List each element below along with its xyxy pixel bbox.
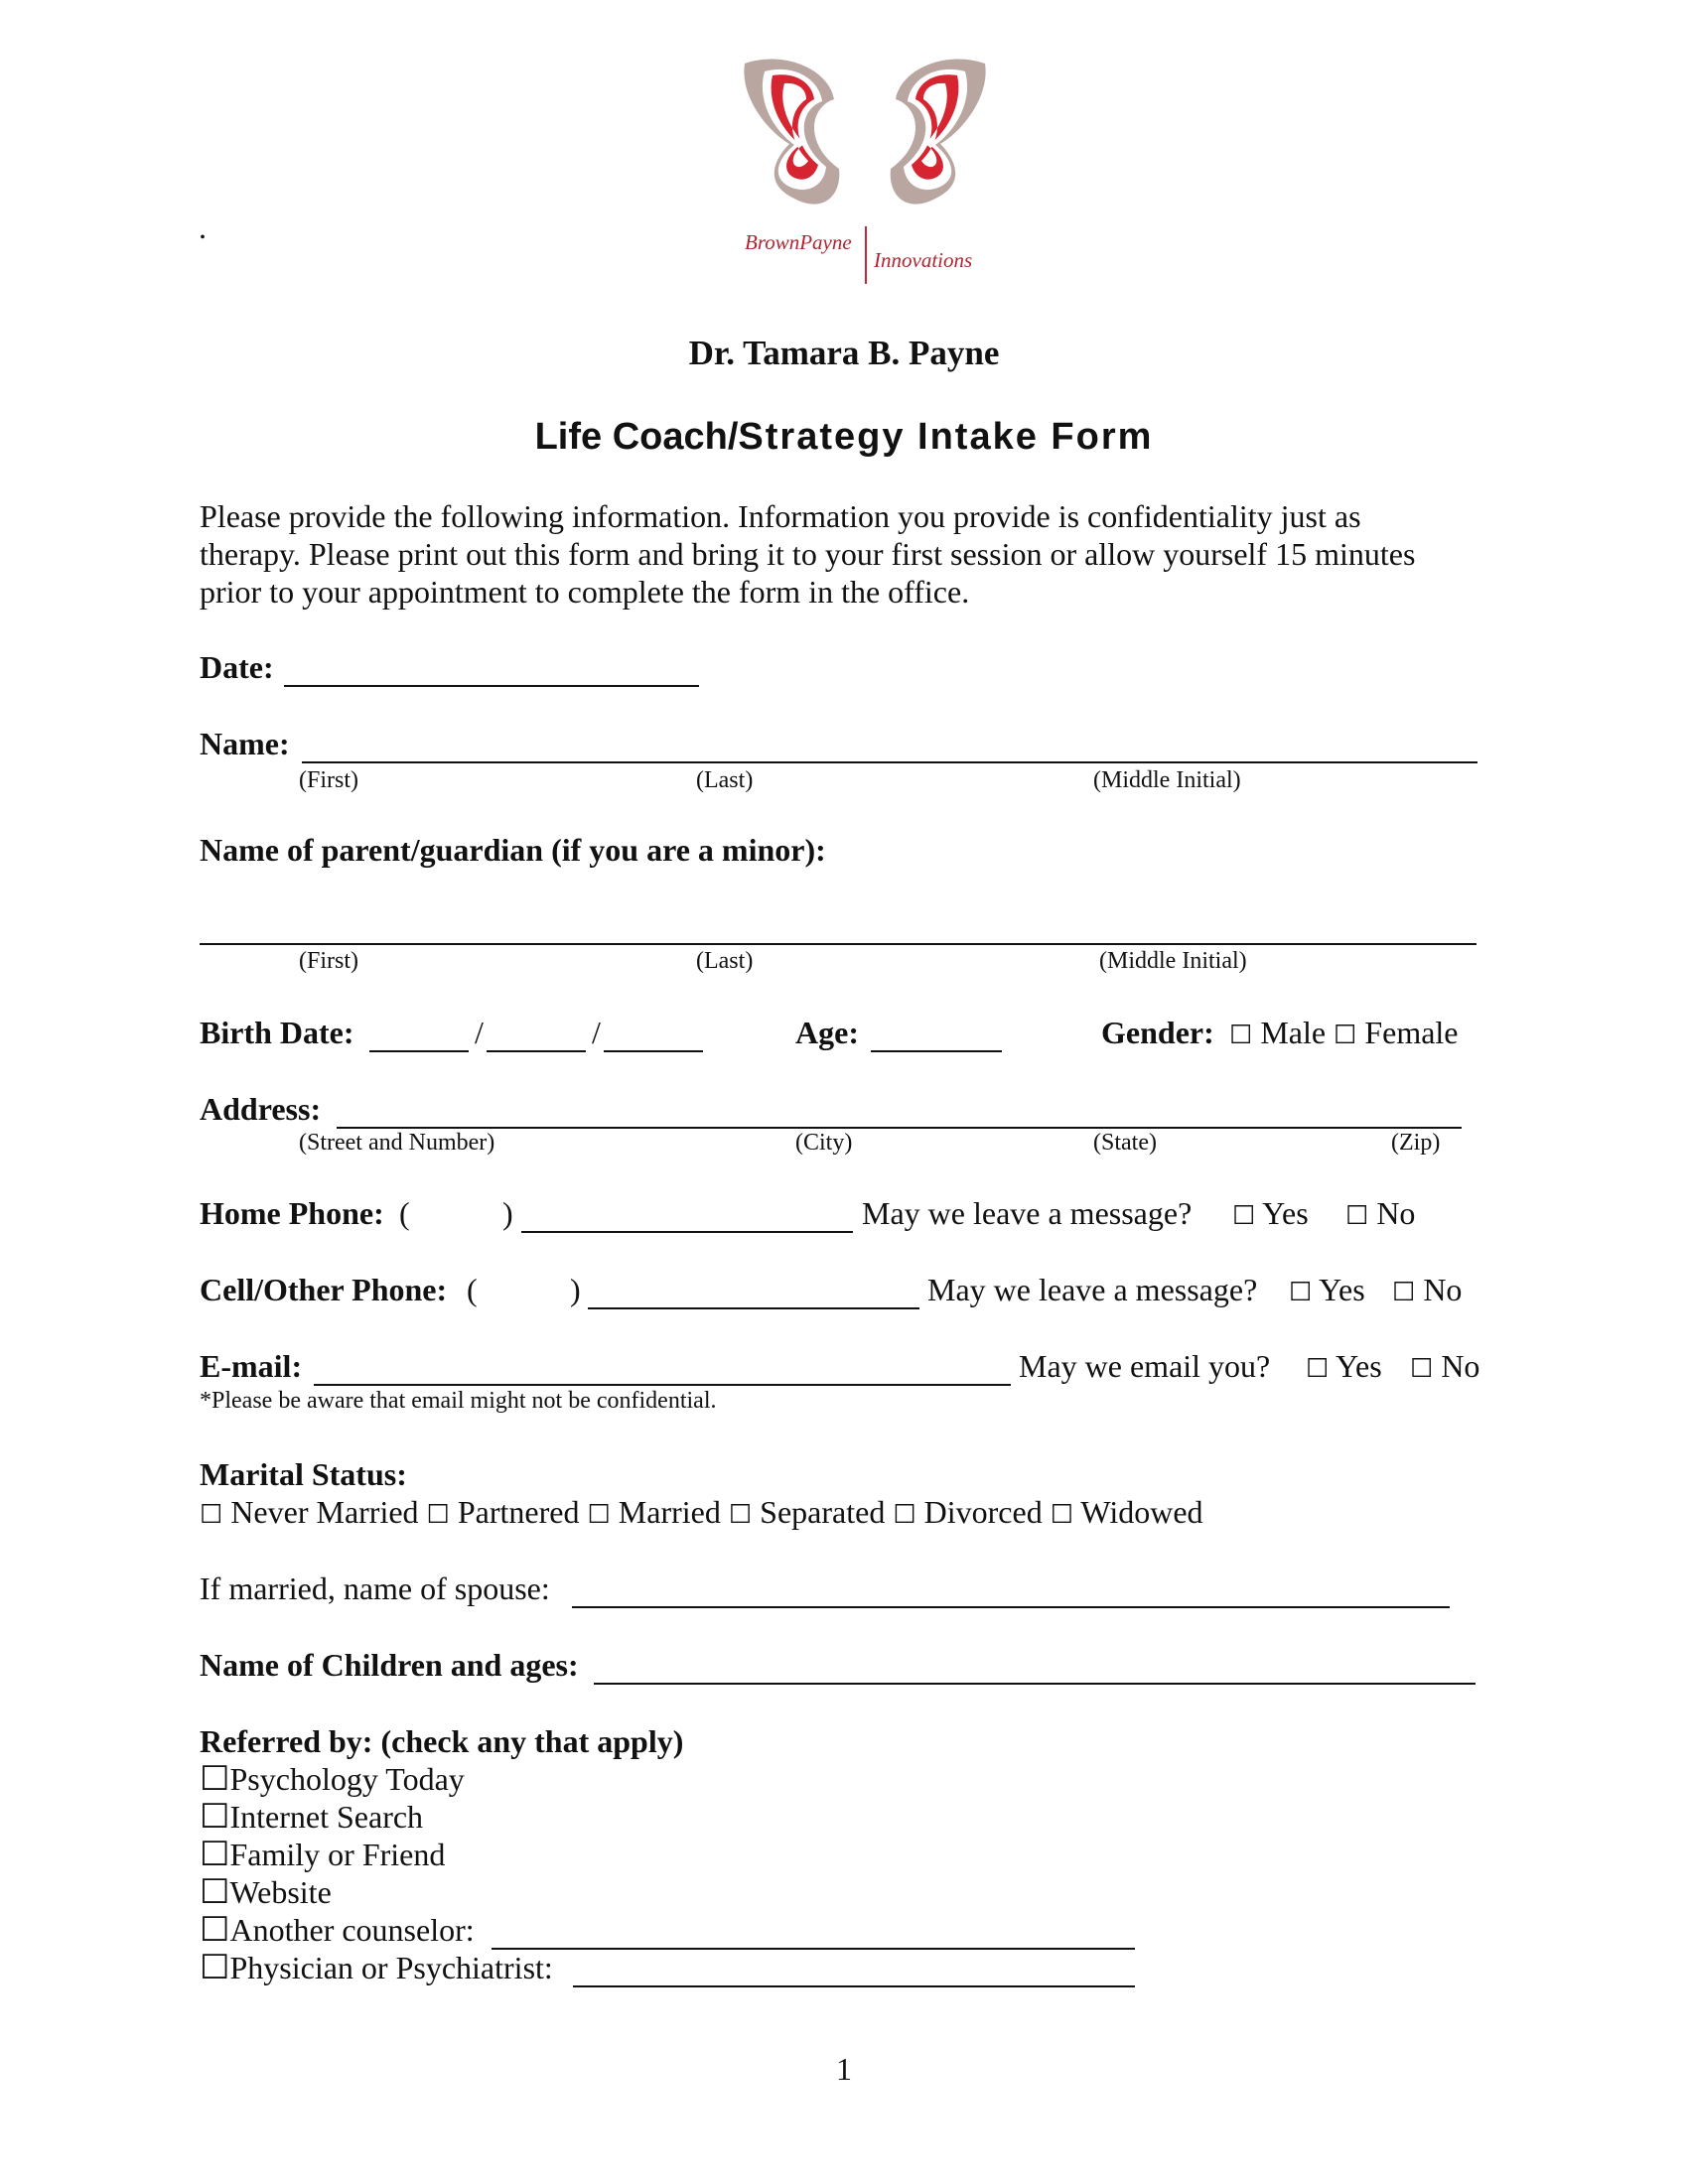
physician-label: Physician or Psychiatrist: (229, 1950, 553, 1985)
another-counselor-field[interactable] (492, 1922, 1135, 1950)
name-sub-first: (First) (299, 767, 358, 793)
gender-female-label: Female (1364, 1015, 1459, 1050)
psychology-today-label: Psychology Today (229, 1761, 465, 1797)
name-field[interactable] (302, 736, 1477, 763)
referral-option-psychology-today[interactable] (200, 1760, 465, 1799)
spouse-label: If married, name of spouse: (200, 1570, 550, 1606)
intro-line-1: Please provide the following information. Information you provide is confidentiality just as (200, 498, 1361, 534)
home-phone-no-label: No (1376, 1195, 1416, 1231)
email-field[interactable] (314, 1358, 1011, 1386)
family-or-friend-label: Family or Friend (229, 1837, 446, 1872)
guardian-sub-last: (Last) (696, 948, 754, 974)
cell-phone-message-question: May we leave a message? (927, 1272, 1258, 1307)
home-phone-no-option[interactable] (1345, 1194, 1415, 1235)
birth-day-field[interactable] (487, 1024, 586, 1052)
cell-phone-no-label: No (1423, 1272, 1463, 1307)
form-title (0, 415, 1688, 459)
children-field[interactable] (594, 1657, 1476, 1685)
logo-text-right: Innovations (874, 248, 973, 272)
never-married-label: Never Married (230, 1494, 419, 1530)
age-label: Age: (795, 1015, 859, 1050)
address-sub-state: (State) (1093, 1130, 1157, 1156)
cell-phone-area-code-field[interactable] (483, 1273, 570, 1306)
marital-option-separated[interactable] (729, 1494, 885, 1530)
form-title-part-1: Life Coach/ (534, 416, 739, 458)
never-married-checkbox[interactable]: ☐ (200, 1500, 223, 1529)
logo-text-left: BrownPayne (745, 230, 852, 254)
partnered-checkbox[interactable]: ☐ (426, 1500, 450, 1529)
gender-female-checkbox[interactable]: ☐ (1334, 1021, 1357, 1049)
referral-option-website[interactable] (200, 1873, 332, 1912)
address-sub-city: (City) (795, 1130, 853, 1156)
age-field[interactable] (871, 1024, 1002, 1052)
gender-male-option[interactable] (1229, 1014, 1326, 1054)
doctor-name: Dr. Tamara B. Payne (688, 334, 1000, 372)
website-checkbox[interactable]: ☐ (200, 1874, 230, 1911)
birth-date-label: Birth Date: (200, 1015, 354, 1050)
email-yes-label: Yes (1336, 1348, 1382, 1384)
cell-phone-no-checkbox[interactable]: ☐ (1392, 1278, 1416, 1306)
email-no-label: No (1441, 1348, 1480, 1384)
gender-female-option[interactable] (1334, 1014, 1459, 1054)
marital-option-married[interactable] (587, 1494, 720, 1530)
guardian-field[interactable] (200, 917, 1477, 945)
gender-male-checkbox[interactable]: ☐ (1229, 1021, 1253, 1049)
birth-year-field[interactable] (604, 1024, 703, 1052)
psychology-today-checkbox[interactable]: ☐ (200, 1761, 230, 1798)
cell-phone-paren-close: ) (570, 1272, 581, 1307)
email-note: *Please be aware that email might not be confidential. (200, 1388, 717, 1414)
name-sub-middle: (Middle Initial) (1093, 767, 1241, 793)
marital-option-never-married[interactable] (200, 1494, 419, 1530)
referral-option-family-or-friend[interactable] (200, 1836, 445, 1874)
home-phone-no-checkbox[interactable]: ☐ (1345, 1201, 1369, 1230)
marital-status-options (200, 1493, 1203, 1534)
birth-slash-1: / (475, 1015, 484, 1050)
home-phone-yes-option[interactable] (1232, 1194, 1309, 1235)
marital-option-divorced[interactable] (893, 1494, 1042, 1530)
widowed-checkbox[interactable]: ☐ (1050, 1500, 1073, 1529)
email-yes-option[interactable] (1306, 1347, 1382, 1388)
email-no-option[interactable] (1410, 1347, 1479, 1388)
cell-phone-field[interactable] (588, 1282, 919, 1309)
married-label: Married (618, 1494, 721, 1530)
guardian-sub-middle: (Middle Initial) (1099, 948, 1247, 974)
email-label: E-mail: (200, 1348, 303, 1384)
cell-phone-paren-open: ( (467, 1272, 478, 1307)
email-yes-checkbox[interactable]: ☐ (1306, 1354, 1330, 1383)
email-no-checkbox[interactable]: ☐ (1410, 1354, 1434, 1383)
leading-mark: . (199, 209, 207, 245)
intro-line-2: therapy. Please print out this form and bring it to your first session or allow yourself 15 minutes (200, 536, 1416, 572)
address-sub-zip: (Zip) (1391, 1130, 1441, 1156)
internet-search-checkbox[interactable]: ☐ (200, 1799, 230, 1836)
referral-option-physician[interactable] (200, 1949, 553, 1987)
gender-label: Gender: (1101, 1015, 1214, 1050)
spouse-field[interactable] (572, 1580, 1450, 1608)
cell-phone-no-option[interactable] (1392, 1271, 1462, 1311)
gender-male-label: Male (1260, 1015, 1327, 1050)
intro-line-3: prior to your appointment to complete the form in the office. (200, 574, 970, 610)
separated-checkbox[interactable]: ☐ (728, 1500, 753, 1529)
home-phone-label: Home Phone: (200, 1195, 384, 1231)
address-sub-street: (Street and Number) (299, 1130, 495, 1156)
guardian-sub-first: (First) (299, 948, 358, 974)
partnered-label: Partnered (457, 1494, 580, 1530)
cell-phone-yes-option[interactable] (1289, 1271, 1365, 1311)
cell-phone-label: Cell/Other Phone: (200, 1272, 448, 1307)
home-phone-paren-open: ( (399, 1195, 410, 1231)
separated-label: Separated (760, 1494, 886, 1530)
referral-option-internet-search[interactable] (200, 1798, 423, 1837)
home-phone-field[interactable] (521, 1205, 853, 1233)
website-label: Website (229, 1874, 332, 1910)
date-label: Date: (200, 649, 274, 685)
guardian-label: Name of parent/guardian (if you are a minor): (200, 832, 826, 868)
address-label: Address: (200, 1091, 322, 1127)
home-phone-yes-label: Yes (1262, 1195, 1309, 1231)
home-phone-yes-checkbox[interactable]: ☐ (1232, 1201, 1256, 1230)
cell-phone-yes-label: Yes (1319, 1272, 1365, 1307)
date-field[interactable] (284, 659, 699, 687)
home-phone-message-question: May we leave a message? (862, 1195, 1193, 1231)
birth-slash-2: / (592, 1015, 601, 1050)
family-or-friend-checkbox[interactable]: ☐ (200, 1837, 230, 1873)
divorced-checkbox[interactable]: ☐ (893, 1500, 916, 1529)
name-label: Name: (200, 726, 290, 761)
widowed-label: Widowed (1080, 1494, 1203, 1530)
internet-search-label: Internet Search (229, 1799, 424, 1835)
form-title-part-2: Strategy Intake Form (738, 416, 1154, 458)
birth-month-field[interactable] (369, 1024, 469, 1052)
marital-option-partnered[interactable] (427, 1494, 580, 1530)
another-counselor-checkbox[interactable]: ☐ (200, 1912, 230, 1949)
cell-phone-yes-checkbox[interactable]: ☐ (1289, 1278, 1313, 1306)
home-phone-paren-close: ) (502, 1195, 513, 1231)
marital-status-label: Marital Status: (200, 1456, 407, 1492)
physician-field[interactable] (573, 1960, 1135, 1987)
marital-option-widowed[interactable] (1051, 1494, 1203, 1530)
another-counselor-label: Another counselor: (229, 1912, 475, 1948)
page-number: 1 (836, 2051, 852, 2087)
address-field[interactable] (337, 1101, 1462, 1129)
divorced-label: Divorced (923, 1494, 1043, 1530)
home-phone-area-code-field[interactable] (415, 1196, 502, 1230)
children-label: Name of Children and ages: (200, 1647, 579, 1683)
email-question: May we email you? (1019, 1348, 1271, 1384)
referral-option-another-counselor[interactable] (200, 1911, 475, 1950)
physician-checkbox[interactable]: ☐ (200, 1950, 230, 1986)
name-sub-last: (Last) (696, 767, 754, 793)
married-checkbox[interactable]: ☐ (587, 1500, 611, 1529)
referred-by-label: Referred by: (check any that apply) (200, 1723, 684, 1759)
